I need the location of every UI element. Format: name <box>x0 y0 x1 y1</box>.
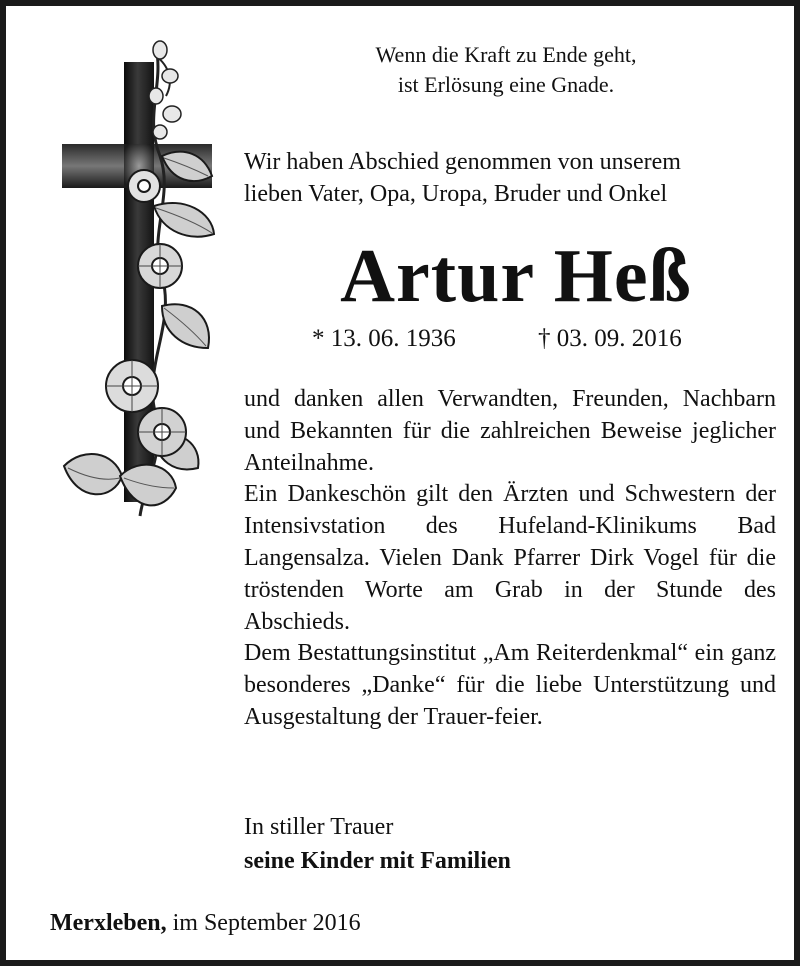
place-date-text: im September 2016 <box>172 910 361 936</box>
thanks-body <box>244 384 776 734</box>
death-date: † 03. 09. 2016 <box>538 325 682 352</box>
deceased-name: Artur Heß <box>340 234 692 318</box>
cross-icon <box>44 36 234 536</box>
closing-signature: seine Kinder mit Familien <box>244 848 511 874</box>
motto-line-2: ist Erlösung eine Gnade. <box>397 72 615 97</box>
motto-line-1: Wenn die Kraft zu Ende geht, <box>375 42 637 67</box>
intro-line-2: lieben Vater, Opa, Uropa, Bruder und Onkel <box>244 181 668 207</box>
closing <box>244 810 764 878</box>
intro-text <box>244 146 784 210</box>
thanks-paragraph-1: und danken allen Verwandten, Freunden, Nachbarn und Bekannten für die zahlreichen Beweise jeglicher Anteilnahme. <box>244 386 776 476</box>
closing-line-1: In stiller Trauer <box>244 814 394 840</box>
motto <box>296 40 716 100</box>
place-date <box>50 906 570 940</box>
intro-line-1: Wir haben Abschied genommen von unserem <box>244 149 681 175</box>
birth-date: * 13. 06. 1936 <box>312 325 456 352</box>
place-town: Merxleben, <box>50 910 167 936</box>
thanks-paragraph-3: Dem Bestattungsinstitut „Am Reiterdenkmal“ ein ganz besonderes „Danke“ für die liebe Unterstützung und Ausgestaltung der Trauer-feier. <box>244 640 776 730</box>
thanks-paragraph-2: Ein Dankeschön gilt den Ärzten und Schwestern der Intensivstation des Hufeland-Klinikums Bad Langensalza. Vielen Dank Pfarrer Dirk Vogel für die tröstenden Worte am Grab in der Stunde des Abschieds. <box>244 481 776 635</box>
